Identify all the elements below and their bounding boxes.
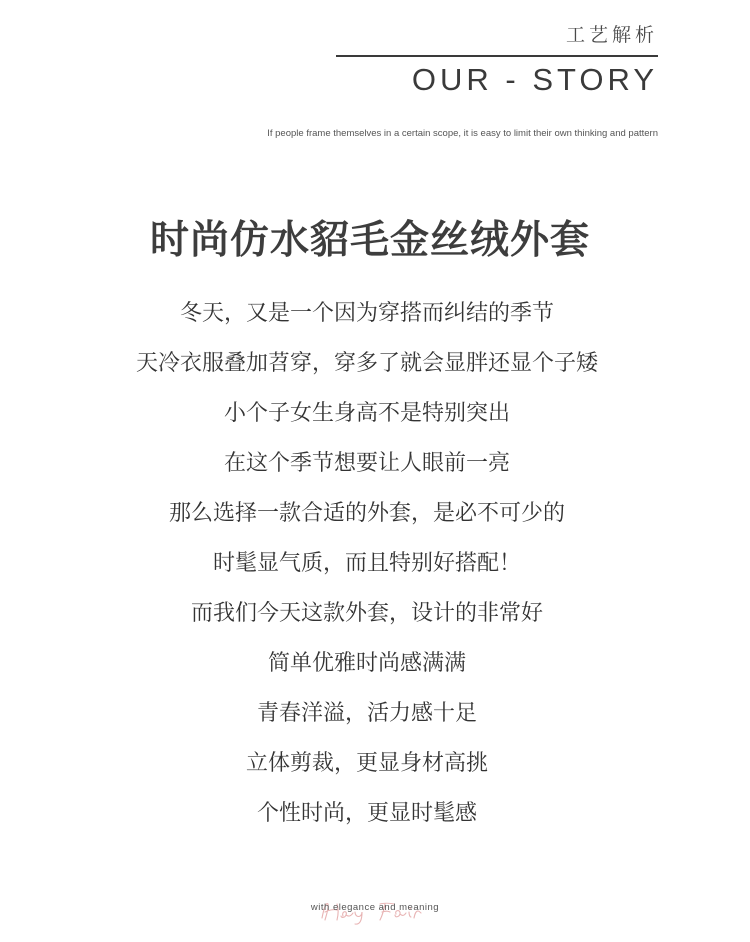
description-line: 简单优雅时尚感满满 bbox=[267, 651, 466, 676]
section-header-english: OUR - STORY bbox=[411, 62, 658, 97]
footer-caption: with elegance and meaning bbox=[310, 902, 440, 913]
description-line: 而我们今天这款外套，设计的非常好 bbox=[190, 601, 543, 626]
description-line: 小个子女生身高不是特别突出 bbox=[223, 401, 510, 426]
description-line: 天冷衣服叠加苕穿，穿多了就会显胖还显个子矮 bbox=[135, 351, 598, 376]
description-line: 立体剪裁，更显身材高挑 bbox=[245, 751, 488, 776]
description-line: 那么选择一款合适的外套，是必不可少的 bbox=[168, 501, 565, 526]
description-line: 时髦显气质，而且特别好搭配！ bbox=[212, 551, 521, 576]
section-header-chinese: 工艺解析 bbox=[565, 24, 658, 46]
product-title: 时尚仿水貂毛金丝绒外套 bbox=[149, 218, 590, 264]
description-line: 在这个季节想要让人眼前一亮 bbox=[223, 451, 510, 476]
footer bbox=[0, 896, 750, 926]
description-line: 青春洋溢，活力感十足 bbox=[256, 701, 477, 726]
description-line: 冬天，又是一个因为穿搭而纠结的季节 bbox=[179, 301, 554, 326]
header-divider bbox=[336, 55, 658, 57]
description-lines bbox=[0, 297, 734, 847]
header-tagline: If people frame themselves in a certain scope, it is easy to limit their own thinking and pattern bbox=[267, 128, 658, 139]
description-line: 个性时尚，更显时髦感 bbox=[256, 801, 477, 826]
